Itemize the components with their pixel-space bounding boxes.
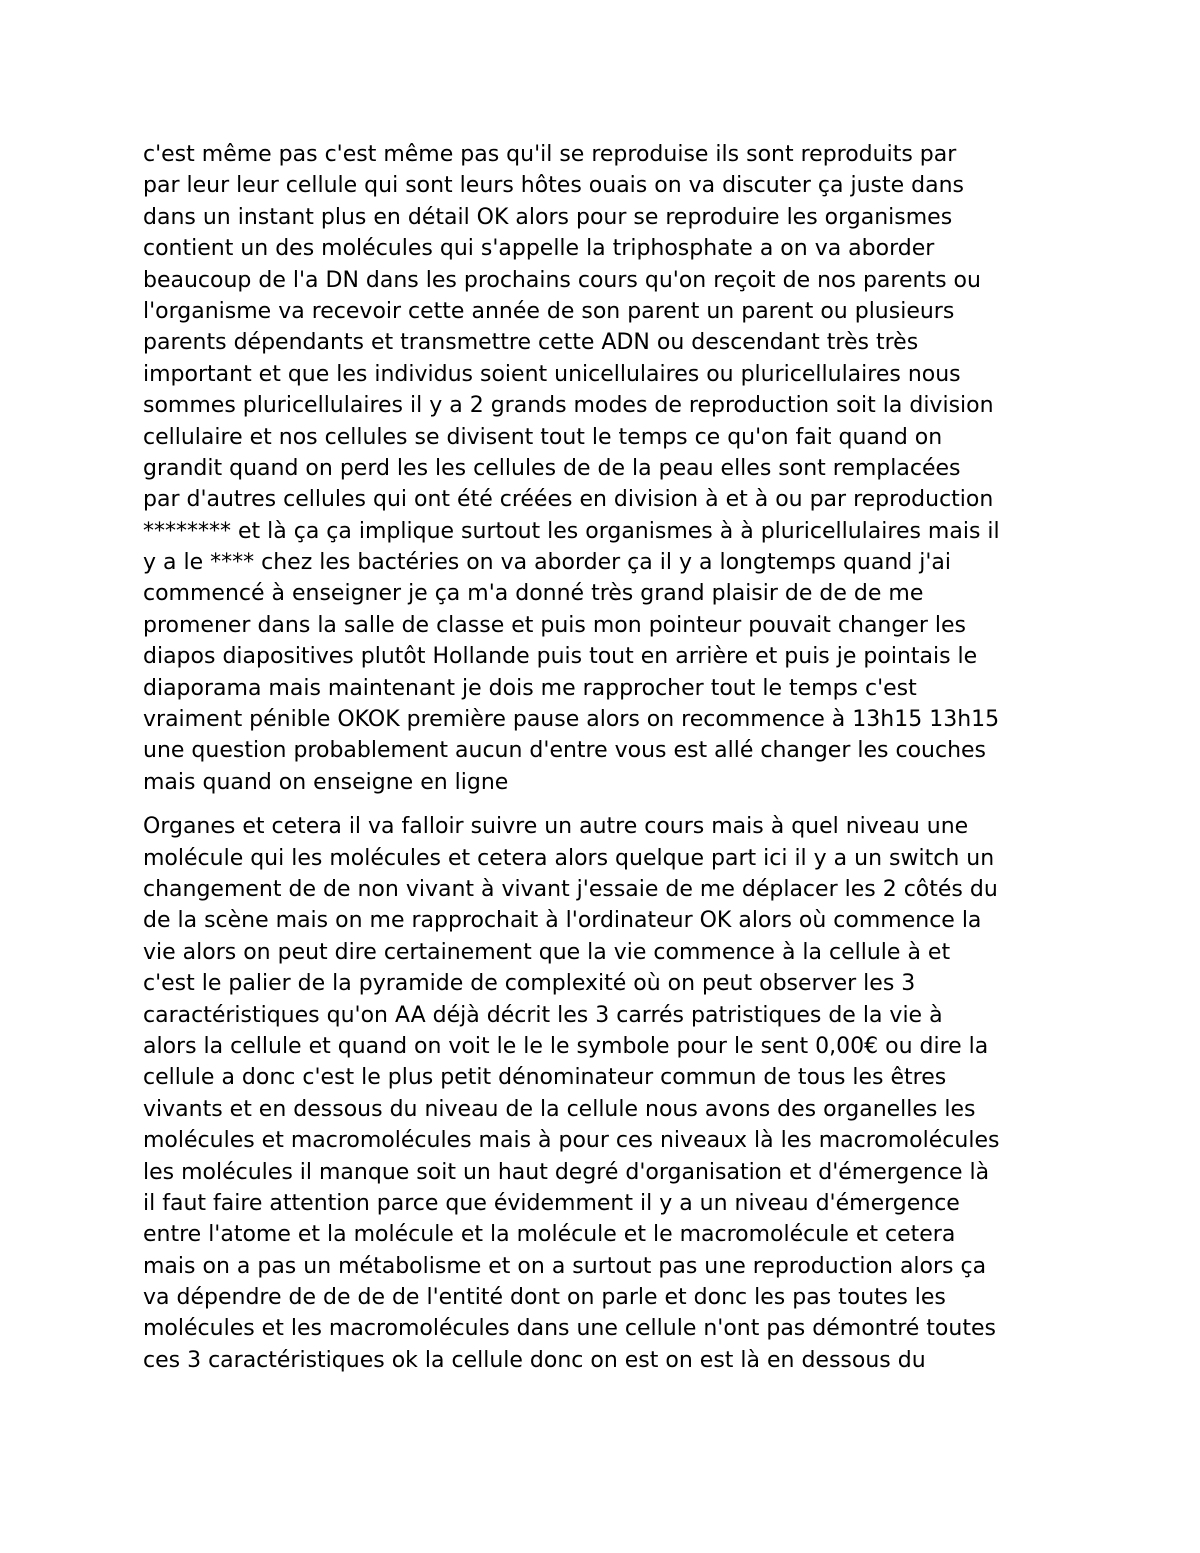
text-line: parents dépendants et transmettre cette ADN ou descendant très très bbox=[143, 330, 919, 356]
text-line: c'est le palier de la pyramide de complexité où on peut observer les 3 bbox=[143, 971, 916, 997]
text-line: par leur leur cellule qui sont leurs hôtes ouais on va discuter ça juste dans bbox=[143, 173, 965, 199]
text-line: molécule qui les molécules et cetera alors quelque part ici il y a un switch un bbox=[143, 845, 995, 871]
paragraph-1 bbox=[143, 139, 1068, 798]
text-line: caractéristiques qu'on AA déjà décrit les 3 carrés patristiques de la vie à bbox=[143, 1002, 943, 1028]
text-line: une question probablement aucun d'entre vous est allé changer les couches bbox=[143, 738, 987, 764]
document-body bbox=[143, 139, 1068, 1376]
text-line: important et que les individus soient unicellulaires ou pluricellulaires nous bbox=[143, 361, 961, 387]
text-line: diapos diapositives plutôt Hollande puis tout en arrière et puis je pointais le bbox=[143, 644, 978, 670]
text-line: vivants et en dessous du niveau de la cellule nous avons des organelles les bbox=[143, 1096, 976, 1122]
text-line: diaporama mais maintenant je dois me rapprocher tout le temps c'est bbox=[143, 675, 917, 701]
text-line: mais quand on enseigne en ligne bbox=[143, 769, 509, 795]
text-line: mais on a pas un métabolisme et on a surtout pas une reproduction alors ça bbox=[143, 1253, 987, 1279]
text-line: c'est même pas c'est même pas qu'il se reproduise ils sont reproduits par bbox=[143, 142, 957, 167]
text-line: y a le **** chez les bactéries on va aborder ça il y a longtemps quand j'ai bbox=[143, 550, 951, 576]
text-line: vie alors on peut dire certainement que la vie commence à la cellule à et bbox=[143, 939, 951, 965]
text-line: promener dans la salle de classe et puis mon pointeur pouvait changer les bbox=[143, 612, 967, 638]
text-line: cellule a donc c'est le plus petit dénominateur commun de tous les êtres bbox=[143, 1065, 947, 1091]
text-line: vraiment pénible OKOK première pause alors on recommence à 13h15 13h15 bbox=[143, 707, 1000, 733]
text-line: ces 3 caractéristiques ok la cellule donc on est on est là en dessous du bbox=[143, 1347, 926, 1373]
text-line: Organes et cetera il va falloir suivre un autre cours mais à quel niveau une bbox=[143, 814, 969, 840]
text-line: il faut faire attention parce que évidemment il y a un niveau d'émergence bbox=[143, 1190, 960, 1216]
text-line: commencé à enseigner je ça m'a donné très grand plaisir de de de me bbox=[143, 581, 924, 607]
text-line: cellulaire et nos cellules se divisent tout le temps ce qu'on fait quand on bbox=[143, 424, 943, 450]
text-line: molécules et les macromolécules dans une cellule n'ont pas démontré toutes bbox=[143, 1316, 996, 1342]
text-line: ******** et là ça ça implique surtout les organismes à à pluricellulaires mais il bbox=[143, 518, 1000, 544]
text-line: va dépendre de de de de l'entité dont on parle et donc les pas toutes les bbox=[143, 1285, 946, 1311]
text-line: grandit quand on perd les les cellules de de la peau elles sont remplacées bbox=[143, 455, 961, 481]
text-line: de la scène mais on me rapprochait à l'ordinateur OK alors où commence la bbox=[143, 908, 982, 934]
text-line: contient un des molécules qui s'appelle la triphosphate a on va aborder bbox=[143, 236, 935, 262]
paragraph-2 bbox=[143, 811, 1068, 1376]
text-line: dans un instant plus en détail OK alors pour se reproduire les organismes bbox=[143, 204, 953, 230]
text-line: l'organisme va recevoir cette année de son parent un parent ou plusieurs bbox=[143, 298, 955, 324]
text-line: les molécules il manque soit un haut degré d'organisation et d'émergence là bbox=[143, 1159, 990, 1185]
text-line: sommes pluricellulaires il y a 2 grands modes de reproduction soit la division bbox=[143, 393, 994, 419]
text-line: entre l'atome et la molécule et la molécule et le macromolécule et cetera bbox=[143, 1222, 956, 1248]
text-line: beaucoup de l'a DN dans les prochains cours qu'on reçoit de nos parents ou bbox=[143, 267, 981, 293]
text-line: par d'autres cellules qui ont été créées en division à et à ou par reproduction bbox=[143, 487, 994, 513]
text-line: alors la cellule et quand on voit le le le symbole pour le sent 0,00€ ou dire la bbox=[143, 1033, 989, 1059]
text-line: molécules et macromolécules mais à pour ces niveaux là les macromolécules bbox=[143, 1128, 1000, 1154]
text-line: changement de de non vivant à vivant j'essaie de me déplacer les 2 côtés du bbox=[143, 876, 998, 902]
